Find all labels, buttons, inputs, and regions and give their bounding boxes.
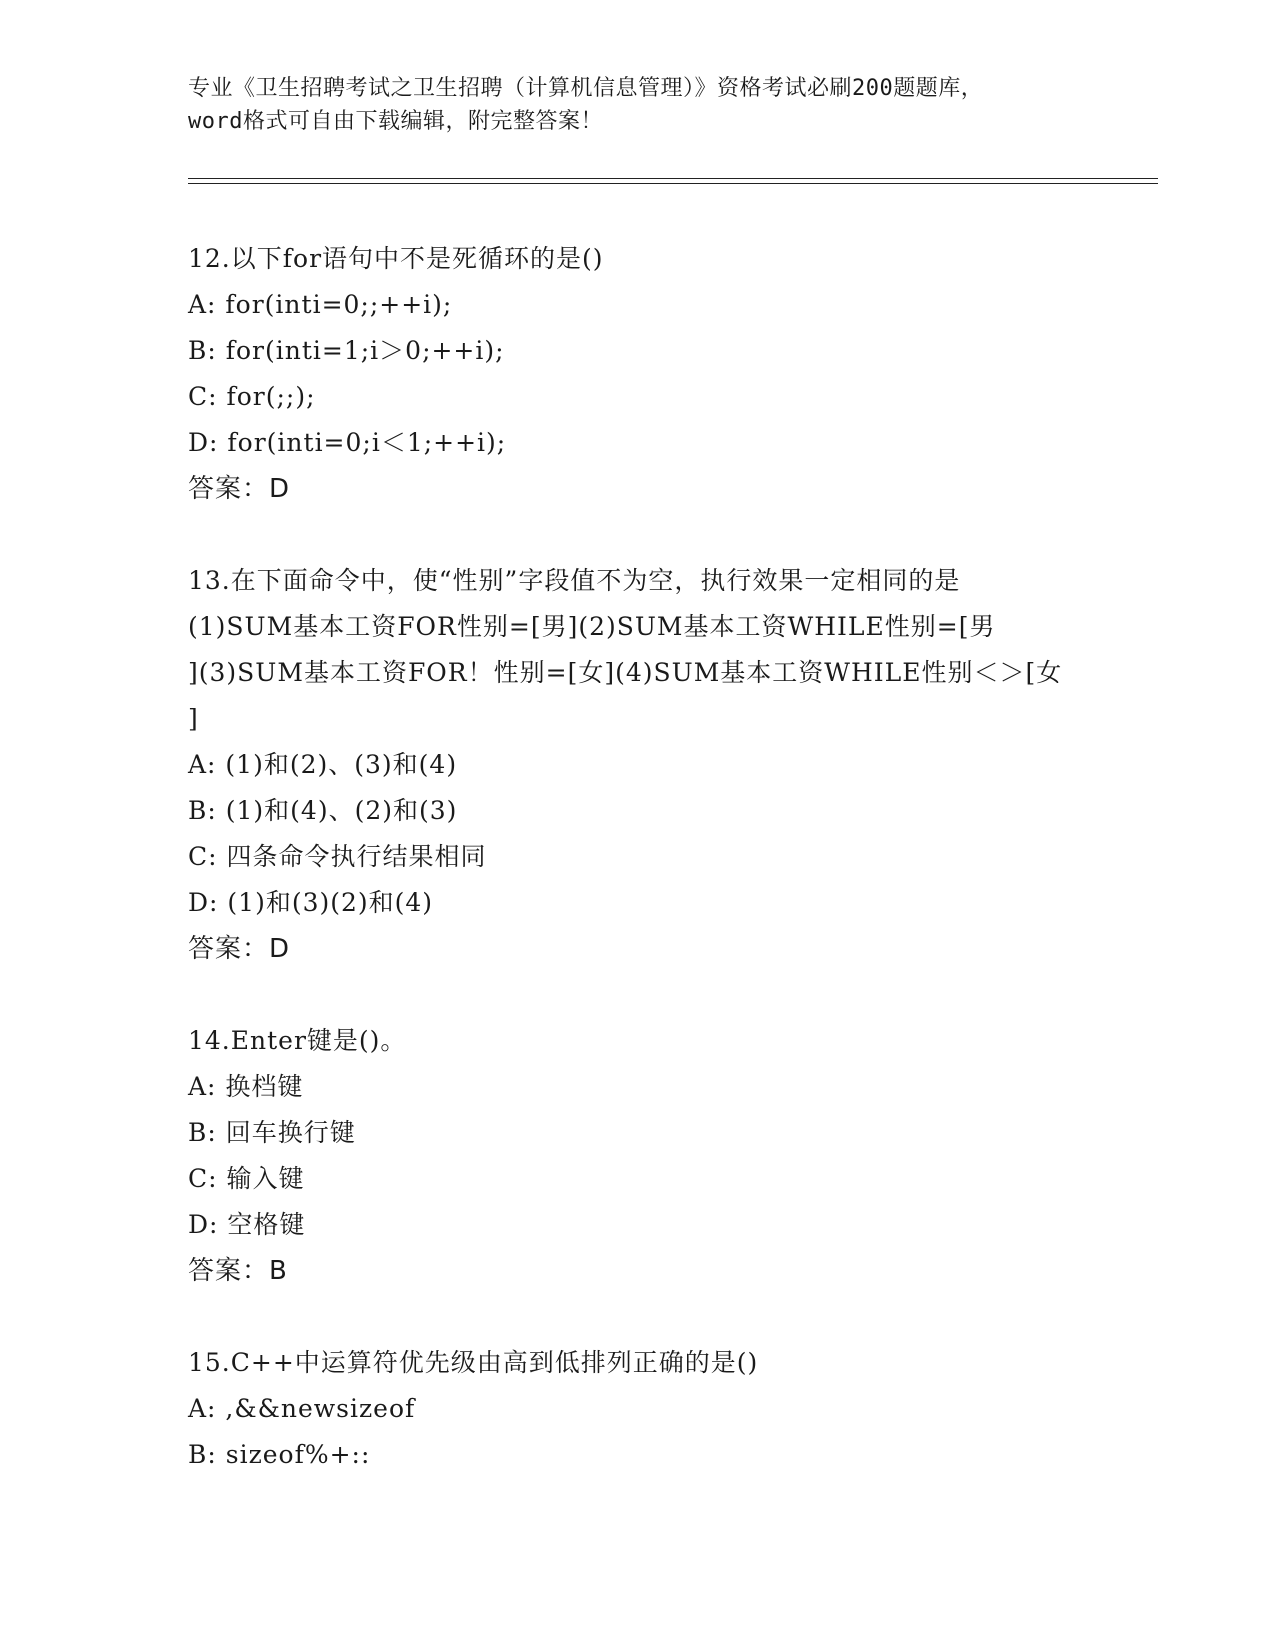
header-divider-top xyxy=(188,178,1158,179)
option-a: A: for(inti=0;;++i); xyxy=(188,290,453,319)
option-d: D: (1)和(3)(2)和(4) xyxy=(188,888,434,917)
option-b: B: (1)和(4)、(2)和(3) xyxy=(188,796,458,825)
document-header xyxy=(188,72,1088,138)
option-b: B: 回车换行键 xyxy=(188,1118,356,1147)
question-text: 14.Enter键是()。 xyxy=(188,1026,407,1055)
answer-line: 答案：D xyxy=(188,934,291,964)
question-text: 13.在下面命令中，使“性别”字段值不为空，执行效果一定相同的是 xyxy=(188,566,961,595)
question-text-continued: ](3)SUM基本工资FOR！性别=[女](4)SUM基本工资WHILE性别＜＞[女 xyxy=(188,658,1063,687)
option-c: C: for(;;); xyxy=(188,382,316,411)
option-c: C: 输入键 xyxy=(188,1164,305,1193)
option-c: C: 四条命令执行结果相同 xyxy=(188,842,487,871)
question-text-continued: ] xyxy=(188,704,199,733)
question-item xyxy=(188,1340,1088,1478)
question-text-continued: (1)SUM基本工资FOR性别=[男](2)SUM基本工资WHILE性别=[男 xyxy=(188,612,996,641)
question-spacer xyxy=(188,972,1088,1018)
question-item xyxy=(188,558,1088,972)
question-spacer xyxy=(188,512,1088,558)
question-spacer xyxy=(188,1294,1088,1340)
question-item xyxy=(188,236,1088,512)
option-a: A: 换档键 xyxy=(188,1072,304,1101)
question-list xyxy=(188,236,1088,1478)
option-b: B: for(inti=1;i＞0;++i); xyxy=(188,336,505,365)
answer-line: 答案：B xyxy=(188,1256,288,1286)
answer-line: 答案：D xyxy=(188,474,291,504)
option-d: D: for(inti=0;i＜1;++i); xyxy=(188,428,507,457)
option-b: B: sizeof%+:: xyxy=(188,1440,371,1469)
question-item xyxy=(188,1018,1088,1294)
header-line-1: 专业《卫生招聘考试之卫生招聘（计算机信息管理）》资格考试必刷200题题库， xyxy=(188,76,984,101)
option-a: A: ,&&newsizeof xyxy=(188,1394,416,1423)
option-d: D: 空格键 xyxy=(188,1210,306,1239)
option-a: A: (1)和(2)、(3)和(4) xyxy=(188,750,458,779)
question-text: 12.以下for语句中不是死循环的是() xyxy=(188,244,604,273)
header-line-2: word格式可自由下载编辑，附完整答案！ xyxy=(188,109,603,134)
question-text: 15.C++中运算符优先级由高到低排列正确的是() xyxy=(188,1348,759,1377)
header-divider-bottom xyxy=(188,183,1158,184)
